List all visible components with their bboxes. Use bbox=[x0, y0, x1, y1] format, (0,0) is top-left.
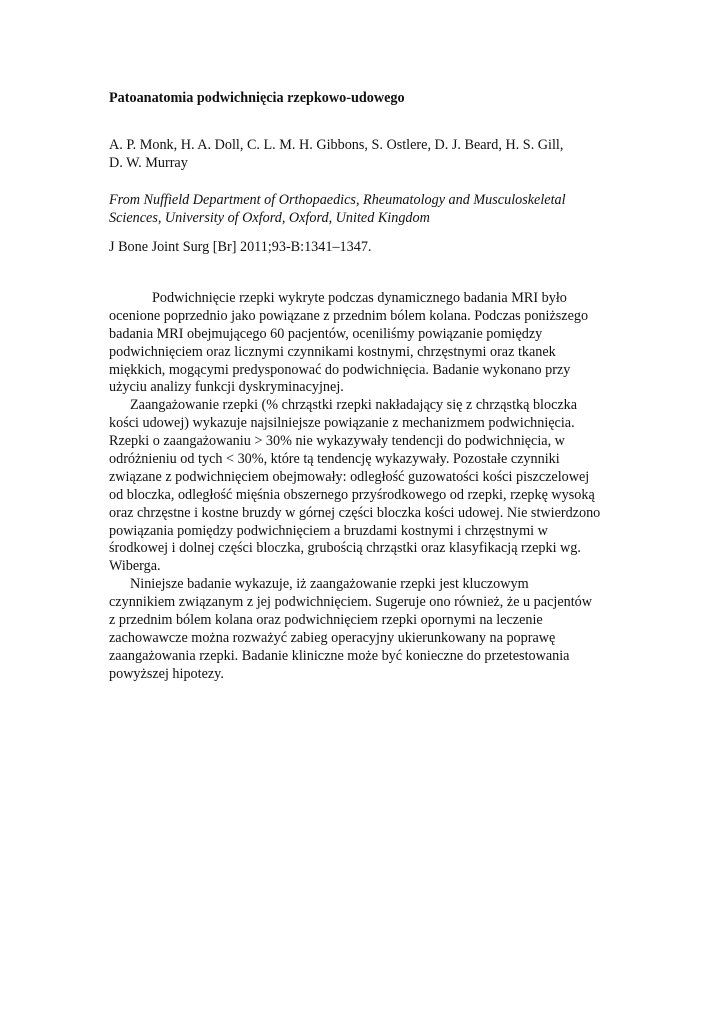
body-line: środkowej i dolnej części bloczka, grubością chrząstki oraz klasyfikacją rzepki wg. bbox=[109, 540, 581, 557]
authors-line: D. W. Murray bbox=[109, 154, 188, 171]
body-line: badania MRI obejmującego 60 pacjentów, oceniliśmy powiązanie pomiędzy bbox=[109, 325, 543, 342]
body-line: odróżnieniu od tych < 30%, które tą tendencję wykazywały. Pozostałe czynniki bbox=[109, 451, 560, 468]
body-line: Wiberga. bbox=[109, 558, 161, 575]
body-line: użyciu analizy funkcji dyskryminacyjnej. bbox=[109, 379, 344, 396]
affiliation-line: Sciences, University of Oxford, Oxford, United Kingdom bbox=[109, 209, 430, 226]
body-line: ocenione poprzednio jako powiązane z przednim bólem kolana. Podczas poniższego bbox=[109, 307, 589, 324]
body-line: zachowawcze można rozważyć zabieg operacyjny ukierunkowany na poprawę bbox=[109, 629, 556, 646]
abstract-body bbox=[109, 290, 629, 684]
body-line: z przednim bólem kolana oraz podwichnięciem rzepki opornymi na leczenie bbox=[109, 612, 543, 629]
body-line: związane z podwichnięciem obejmowały: odległość guzowatości kości piszczelowej bbox=[109, 468, 590, 485]
document-title: Patoanatomia podwichnięcia rzepkowo-udowego bbox=[109, 90, 405, 106]
body-line: powyższej hipotezy. bbox=[109, 665, 224, 682]
affiliation bbox=[109, 192, 629, 227]
body-line: Podwichnięcie rzepki wykryte podczas dynamicznego badania MRI było bbox=[152, 290, 567, 306]
body-line: miękkich, mogącymi predysponować do podwichnięcia. Badanie wykonano przy bbox=[109, 361, 571, 378]
body-line: od bloczka, odległość mięśnia obszernego przyśrodkowego od rzepki, rzepkę wysoką bbox=[109, 486, 595, 503]
journal-citation: J Bone Joint Surg [Br] 2011;93-B:1341–1347. bbox=[109, 239, 372, 255]
body-line: podwichnięciem oraz licznymi czynnikami kostnymi, chrzęstnymi oraz tkanek bbox=[109, 343, 556, 360]
body-line: Rzepki o zaangażowaniu > 30% nie wykazywały tendencji do podwichnięcia, w bbox=[109, 433, 565, 450]
body-line: Zaangażowanie rzepki (% chrząstki rzepki nakładający się z chrząstką bloczka bbox=[130, 397, 578, 414]
affiliation-line: From Nuffield Department of Orthopaedics, Rheumatology and Musculoskeletal bbox=[109, 192, 566, 208]
body-line: zaangażowania rzepki. Badanie kliniczne może być konieczne do przetestowania bbox=[109, 647, 570, 664]
body-line: oraz chrzęstne i kostne bruzdy w górnej części bloczka kości udowej. Nie stwierdzono bbox=[109, 504, 601, 521]
body-line: Niniejsze badanie wykazuje, iż zaangażowanie rzepki jest kluczowym bbox=[130, 576, 529, 593]
authors-line: A. P. Monk, H. A. Doll, C. L. M. H. Gibbons, S. Ostlere, D. J. Beard, H. S. Gill, bbox=[109, 137, 564, 153]
body-line: kości udowej) wykazuje najsilniejsze powiązanie z mechanizmem podwichnięcia. bbox=[109, 415, 575, 432]
authors-list bbox=[109, 137, 629, 172]
body-line: powiązania pomiędzy podwichnięciem a bruzdami kostnymi i chrzęstnymi w bbox=[109, 522, 548, 539]
body-line: czynnikiem związanym z jej podwichnięciem. Sugeruje ono również, że u pacjentów bbox=[109, 594, 592, 611]
